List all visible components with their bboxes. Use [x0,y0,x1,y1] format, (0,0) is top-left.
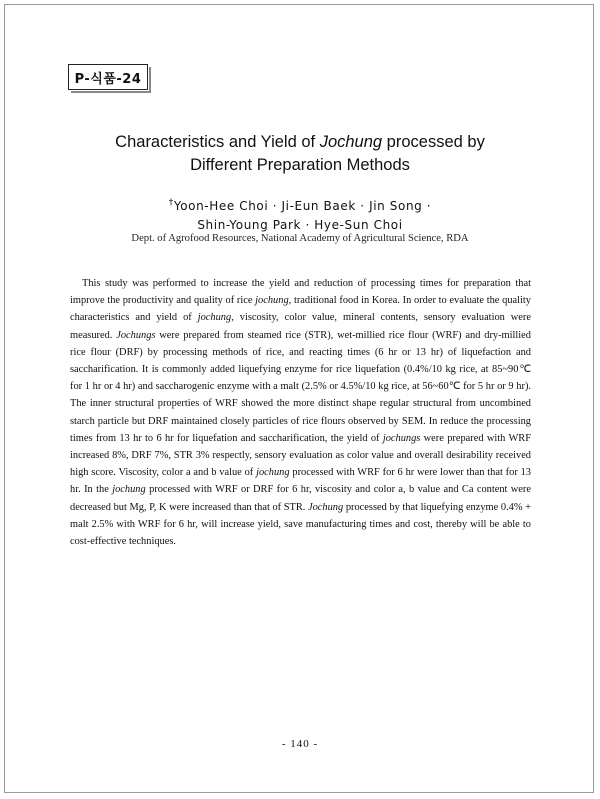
abstract-text: were prepared from steamed rice (STR), wet-millied rice flour (WRF) and dry-millied rice flour (DRF) by processing methods of rice, and reacting times (6 hr or 13 hr) of liquefaction and saccharification. It is commonly added liquefying enzyme for rice liquefation (0.4%/10 kg rice, at 85~90℃ for 1 hr or 4 hr) and saccharogenic enzyme with a malt (2.5% or 4.5%/10 kg rice, at 56~60℃ for 5 hr or 9 hr). The inner structural properties of WRF showed the more distinct shape regular structural from uncombined starch particle but DRF maintained closely particles of rice flours observed by SEM. In reduce the processing times from 13 hr to 6 hr for liquefation and saccharification, the yield of [70,329,531,444]
session-code-badge: P-식품-24 [68,64,148,90]
author-names-1: Yoon-Hee Choi · Ji-Eun Baek · Jin Song · [173,199,432,213]
title-text-post: processed by [382,133,485,151]
abstract-text: processed with WRF or DRF for 6 hr, viscosity and color a, b value and Ca content were decreased but Mg, P, K were increased than that of STR. [70,484,531,513]
title-line-1 [60,131,540,154]
title-text-pre: Characteristics and Yield of [115,133,320,151]
affiliation: Dept. of Agrofood Resources, National Academy of Agricultural Science, RDA [131,233,469,244]
corresponding-author-marker: † [168,198,174,208]
abstract-text: , viscosity, color value, mineral contents, sensory evaluation were measured. [70,312,531,341]
abstract-italic-term: jochung [112,484,146,496]
abstract-italic-term: Jochungs [116,329,156,341]
abstract-text: , traditional food in Korea. In order to evaluate the quality characteristics and yield of [70,295,531,324]
page-number: - 140 - [281,738,319,750]
abstract-text: were prepared with WRF increased 8%, DRF 7%, STR 3% respectly, sensory evaluation as color value and overall desirability received high score. Viscosity, color a and b value of [70,432,531,479]
abstract-italic-term: jochungs [382,432,421,444]
author-line-1 [60,194,540,216]
title-italic-term: Jochung [319,133,383,151]
paper-title [60,131,540,177]
abstract-text: processed with WRF for 6 hr were lower than that for 13 hr. In the [70,467,531,496]
author-list [60,194,540,235]
abstract-italic-term: jochung [256,467,290,479]
author-line-2: Shin-Young Park · Hye-Sun Choi [197,218,403,232]
abstract-text: processed by that liquefying enzyme 0.4% + malt 2.5% with WRF for 6 hr, will increase yield, save manufacturing times and cost, thereby will be able to cost-effective techniques. [70,501,531,548]
abstract-italic-term: jochung [255,295,289,307]
abstract-body [70,275,531,550]
abstract-italic-term: Jochung [308,501,344,513]
abstract-italic-term: jochung [197,312,232,324]
title-line-2: Different Preparation Methods [190,156,410,174]
abstract-text: This study was performed to increase the yield and reduction of processing times for preparation that improve the productivity and quality of rice [70,278,531,307]
